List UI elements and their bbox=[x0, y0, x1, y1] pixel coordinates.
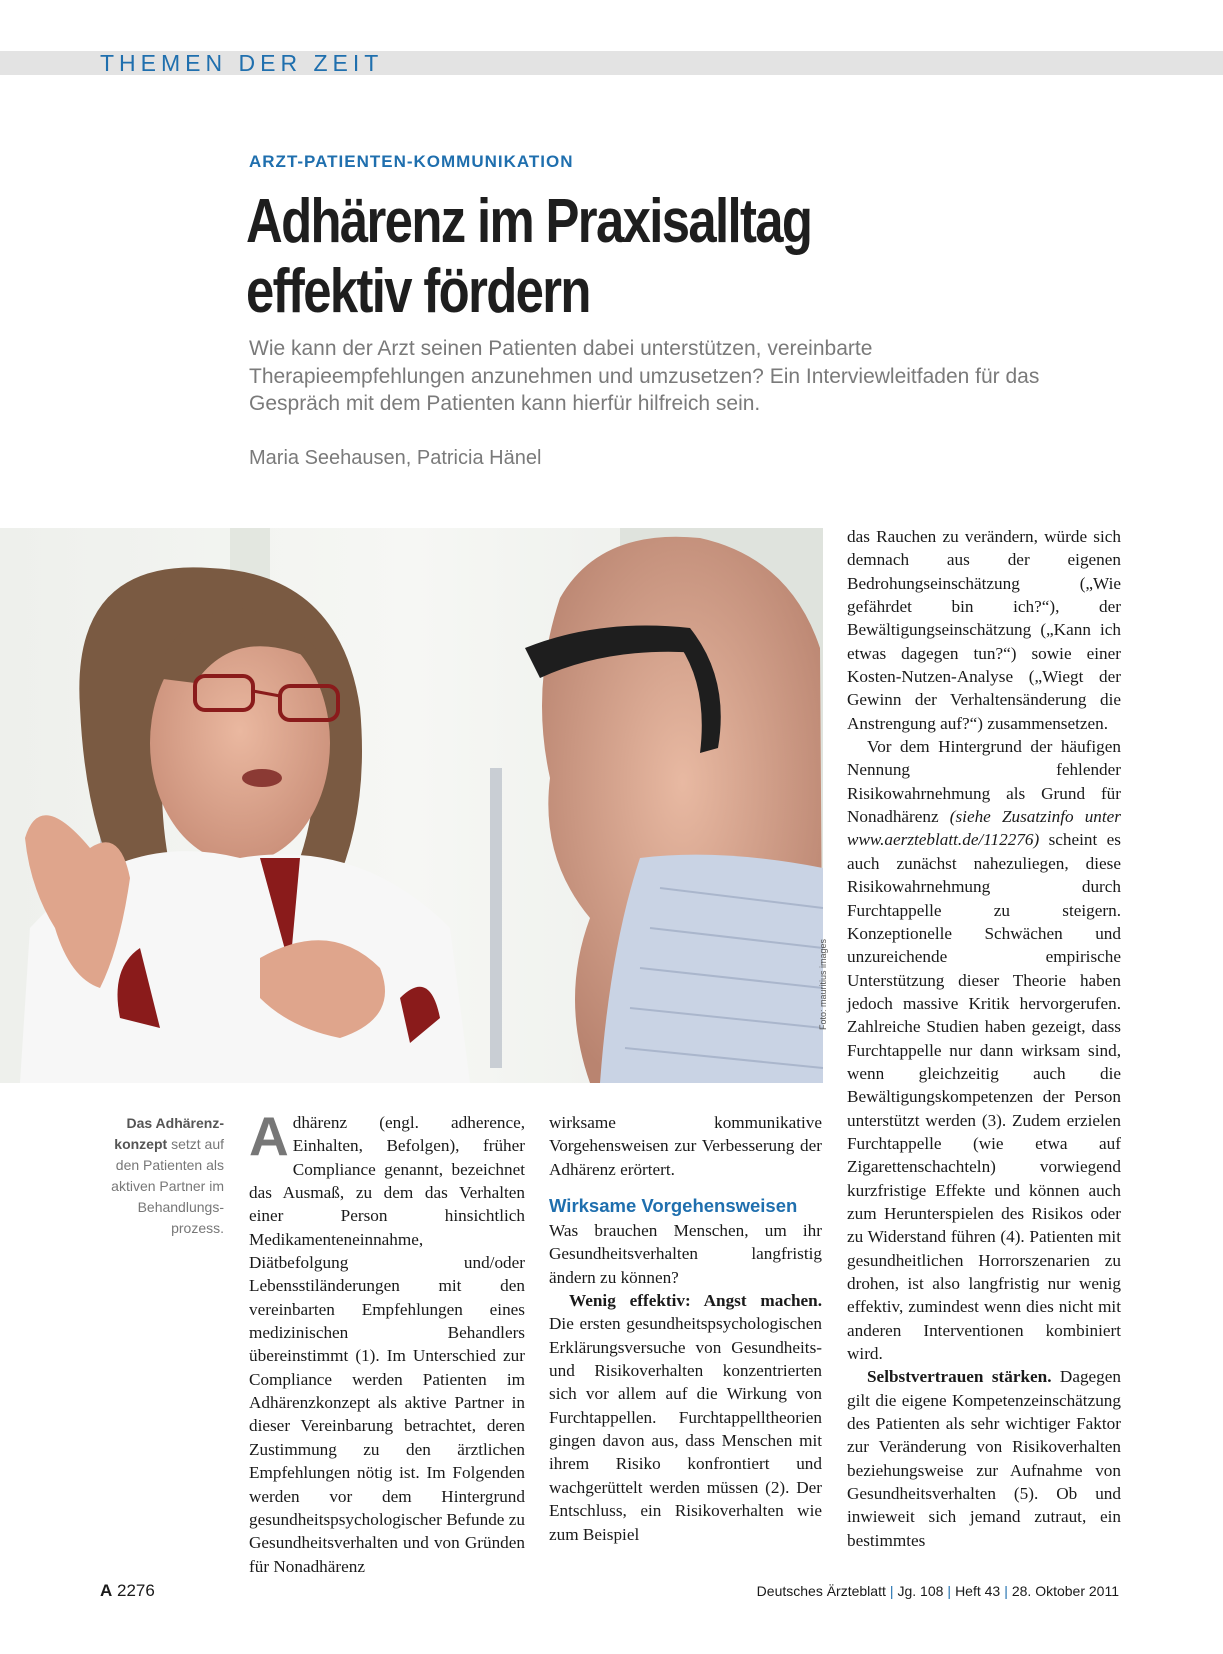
separator: | bbox=[889, 1583, 894, 1599]
photo-credit: Foto: mauritius images bbox=[818, 938, 828, 1030]
journal-issue: Heft 43 bbox=[955, 1583, 1001, 1599]
caption-text: setzt auf den Patienten als aktiven Partner im Behandlungsprozess. bbox=[111, 1136, 224, 1236]
journal-date: 28. Oktober 2011 bbox=[1011, 1583, 1119, 1599]
journal-volume: Jg. 108 bbox=[897, 1583, 944, 1599]
article-authors: Maria Seehausen, Patricia Hänel bbox=[249, 447, 542, 469]
run-in-head-2: Selbstvertrauen stärken. bbox=[867, 1367, 1052, 1387]
article-title-line-1: Adhärenz im Praxisalltag bbox=[246, 187, 812, 256]
article-title bbox=[246, 187, 984, 327]
body-column-2 bbox=[549, 1111, 822, 1546]
body-col2-p2: Was brauchen Menschen, um ihr Gesundheitsverhalten langfristig ändern zu können? bbox=[549, 1221, 822, 1287]
body-col3-p2-a: Vor dem Hintergrund der häufigen Nennung fehlender Risikowahrnehmung als Grund für Nonadhärenz bbox=[847, 737, 1121, 827]
body-column-1 bbox=[249, 1105, 525, 1578]
dropcap: A bbox=[249, 1105, 289, 1167]
article-title-line-2: effektiv fördern bbox=[246, 257, 590, 326]
page-prefix: A bbox=[100, 1581, 113, 1600]
body-column-3 bbox=[847, 525, 1121, 1552]
body-col3-p2 bbox=[847, 735, 1121, 1365]
body-col3-p3-text: Dagegen gilt die eigene Kompetenzeinschätzung des Patienten als sehr wichtiger Faktor zur Veränderung von Risikoverhalten beziehungsweise zur Aufnahme von Gesundheitsverhalten (5). Ob und inwieweit sich jemand zutraut, ein bestimmtes bbox=[847, 1367, 1121, 1550]
body-col3-p1: das Rauchen zu verändern, würde sich demnach aus der eigenen Bedrohungseinschätzung („Wie gefährdet bin ich?“), der Bewältigungseinschätzung („Kann ich etwas dagegen tun?“) sowie einer Kosten-Nutzen-Analyse („Wiegt der Gewinn der Verhaltensänderung die Anstrengung auf?“) zusammensetzen. bbox=[847, 527, 1121, 733]
body-col1-text: dhärenz (engl. adherence, Einhalten, Befolgen), früher Compliance genannt, bezeichnet das Ausmaß, zu dem das Verhalten einer Person hinsichtlich Medikamenteneinnahme, Diätbefolgung und/oder Lebensstiländerungen mit den vereinbarten Empfehlungen eines medizinischen Behandlers übereinstimmt (1). Im Unterschied zur Compliance werden Patienten im Adhärenzkonzept als aktive Partner in dieser Vereinbarung betrachtet, deren Zustimmung zu den ärztlichen Empfehlungen nötig ist. Im Folgenden werden vor dem Hintergrund gesundheitspsychologischer Befunde zu Gesundheitsverhalten und von Gründen für Nonadhärenz bbox=[249, 1113, 525, 1576]
photo-caption bbox=[100, 1113, 224, 1239]
separator: | bbox=[1004, 1583, 1008, 1599]
photo-illustration bbox=[0, 528, 823, 1083]
body-col2-p3-text: Die ersten gesundheitspsychologischen Erklärungsversuche von Gesundheits- und Risikoverhalten konzentrierten sich vor allem auf die Wirkung von Furchtappellen. Furchtappelltheorien gingen davon aus, dass Menschen mit ihrem Risiko konfrontiert und wachgerüttelt werden müssen (2). Der Entschluss, ein Risikoverhalten wie zum Beispiel bbox=[549, 1314, 822, 1544]
caption-bold: Das Adhärenzkonzept bbox=[114, 1115, 224, 1152]
footer-journal-info bbox=[757, 1583, 1119, 1599]
body-col3-p3 bbox=[847, 1365, 1121, 1552]
article-kicker: ARZT-PATIENTEN-KOMMUNIKATION bbox=[249, 152, 574, 171]
body-col2-p3 bbox=[549, 1289, 822, 1546]
run-in-head-1: Wenig effektiv: Angst machen. bbox=[569, 1291, 822, 1311]
page-number bbox=[100, 1581, 155, 1601]
page-number-value: 2276 bbox=[117, 1581, 155, 1600]
article-lead: Wie kann der Arzt seinen Patienten dabei unterstützen, vereinbarte Therapieempfehlungen anzunehmen und umzusetzen? Ein Interviewleitfaden für das Gespräch mit dem Patienten kann hierfür hilfreich sein. bbox=[249, 337, 1040, 415]
body-col3-p2-b: scheint es auch zunächst nahezuliegen, diese Risikowahrnehmung durch Furchtappelle zu steigern. Konzeptionelle Schwächen und unzureichende empirische Unterstützung dieser Theorie haben jedoch massive Kritik hervorgerufen. Zahlreiche Studien haben gezeigt, dass Furchtappelle nur dann wirksam sind, wenn gleichzeitig auch die Bewältigungskompetenzen der Person unterstützt werden (3). Zudem erzielen Furchtappelle (wie etwa auf Zigarettenschachteln) vorwiegend kurzfristige Effekte und können auch zum Herunterspielen des Risikos oder zu Widerstand führen (4). Patienten mit gesundheitlichen Horrorszenarien zu drohen, ist also langfristig nur wenig effektiv, zumindest wenn dies nicht mit anderen Interventionen kombiniert wird. bbox=[847, 830, 1121, 1364]
subheading: Wirksame Vorgehensweisen bbox=[549, 1195, 798, 1217]
separator: | bbox=[947, 1583, 952, 1599]
section-label: THEMEN DER ZEIT bbox=[100, 50, 384, 76]
journal-name: Deutsches Ärzteblatt bbox=[756, 1583, 886, 1599]
body-col2-p1: wirksame kommunikative Vorgehensweisen zur Verbesserung der Adhärenz erörtert. bbox=[549, 1113, 822, 1179]
zusatzinfo-reference: (siehe Zusatzinfo unter www.aerzteblatt.de/112276) bbox=[847, 807, 1121, 850]
article-photo bbox=[0, 528, 823, 1083]
